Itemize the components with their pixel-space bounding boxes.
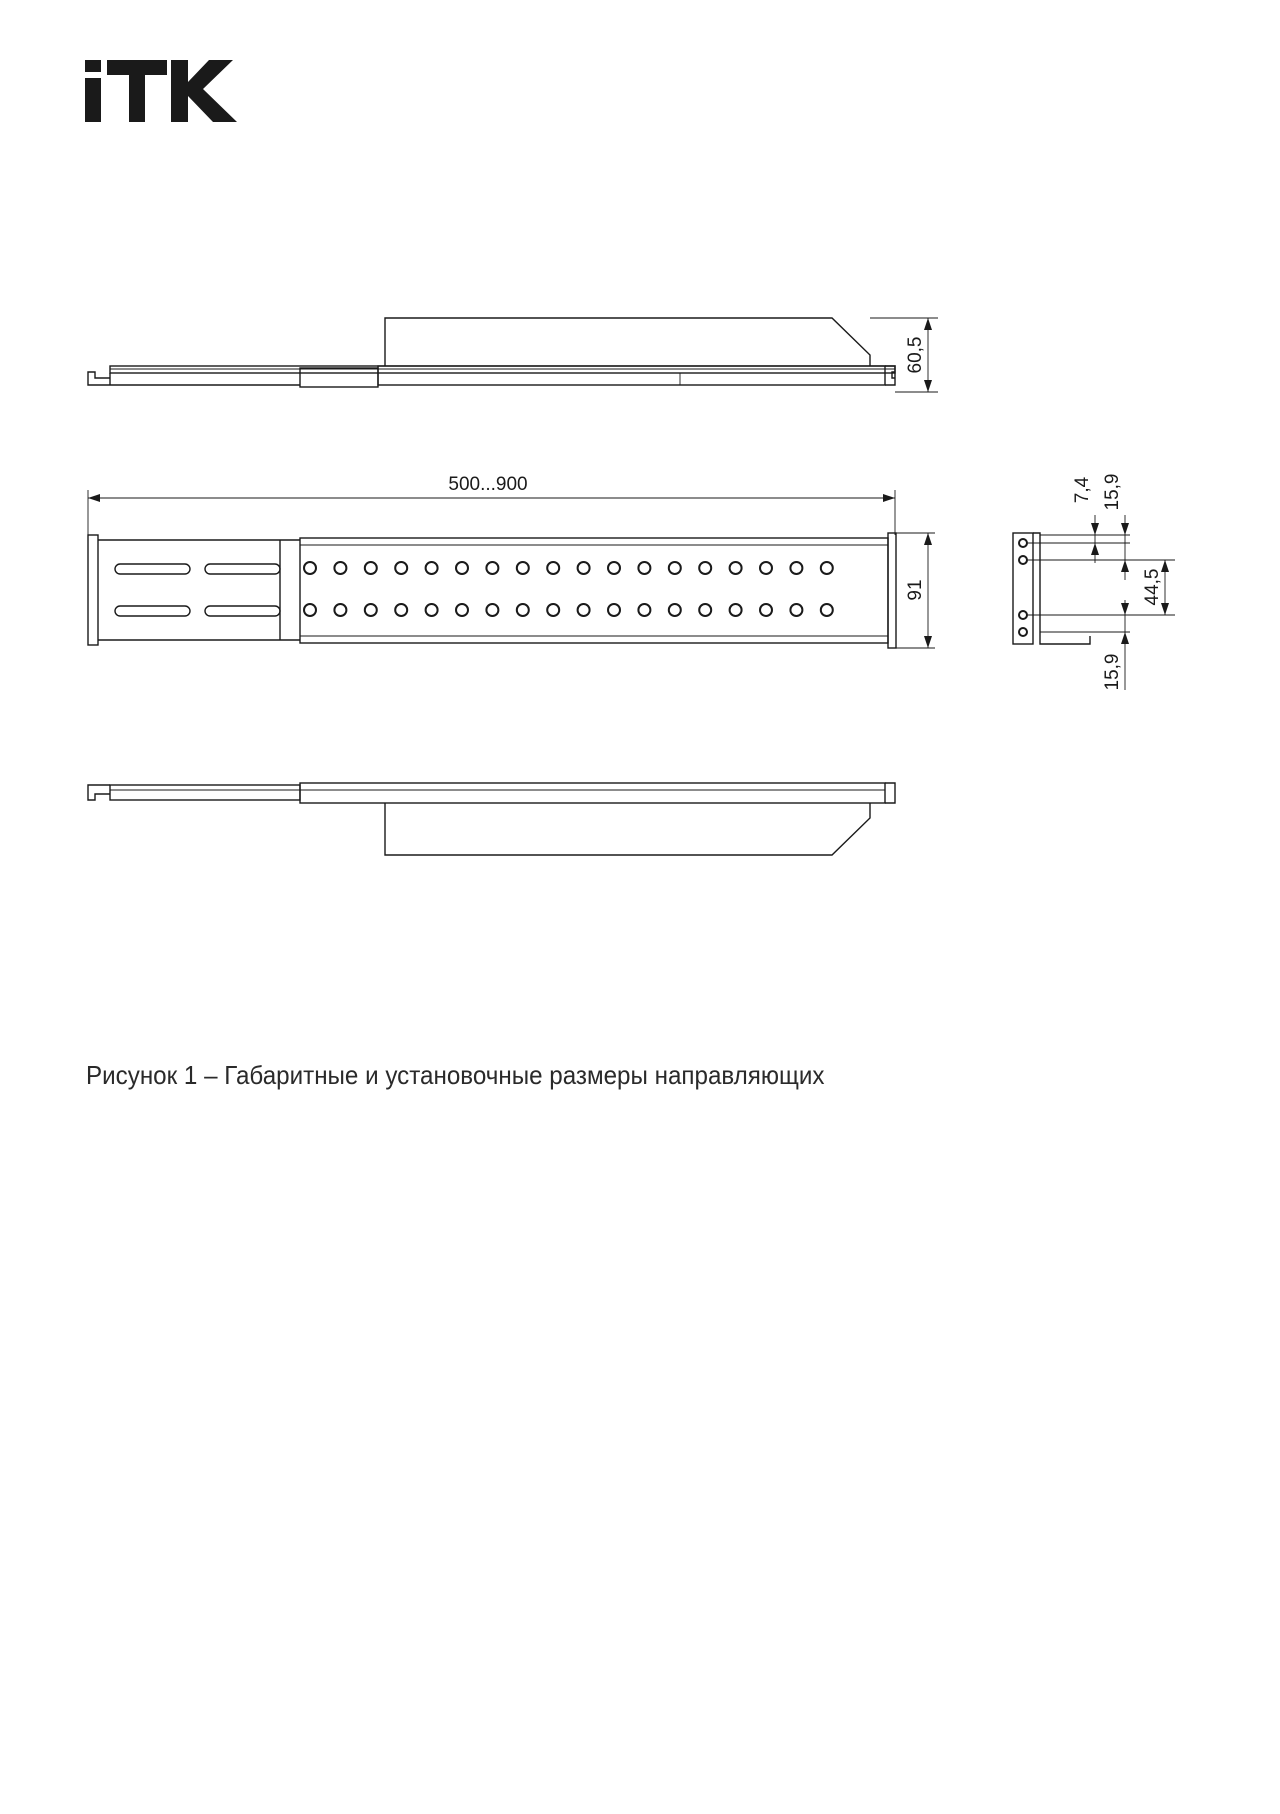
mounting-hole xyxy=(365,562,377,574)
mounting-hole xyxy=(486,562,498,574)
mounting-hole xyxy=(699,604,711,616)
mounting-hole xyxy=(486,604,498,616)
bracket-front-view xyxy=(1013,474,1175,691)
mounting-hole xyxy=(547,604,559,616)
mounting-hole xyxy=(730,562,742,574)
mounting-hole xyxy=(304,562,316,574)
mounting-hole xyxy=(790,562,802,574)
dim-height-side: 60,5 xyxy=(905,336,926,374)
mounting-hole xyxy=(638,604,650,616)
mounting-hole xyxy=(395,604,407,616)
mounting-hole xyxy=(456,562,468,574)
mounting-hole xyxy=(669,604,681,616)
bottom-side-view xyxy=(88,783,895,855)
dim-offset-top: 15,9 xyxy=(1102,473,1123,511)
dim-width: 91 xyxy=(905,579,926,601)
mounting-hole xyxy=(608,562,620,574)
mounting-hole xyxy=(699,562,711,574)
mounting-hole xyxy=(334,562,346,574)
plan-view xyxy=(88,533,935,648)
mounting-hole xyxy=(304,604,316,616)
mounting-hole xyxy=(365,604,377,616)
mounting-hole xyxy=(334,604,346,616)
mounting-hole xyxy=(608,604,620,616)
length-dimension xyxy=(88,474,895,535)
mounting-hole xyxy=(760,604,772,616)
dim-length: 500...900 xyxy=(448,474,528,495)
dim-unit-spacing: 44,5 xyxy=(1142,568,1163,606)
mounting-hole xyxy=(395,562,407,574)
mounting-hole xyxy=(426,604,438,616)
figure-caption: Рисунок 1 – Габаритные и установочные размеры направляющих xyxy=(86,1060,825,1090)
mounting-holes xyxy=(304,562,833,616)
mounting-hole xyxy=(578,562,590,574)
mounting-hole xyxy=(578,604,590,616)
mounting-hole xyxy=(638,562,650,574)
mounting-hole xyxy=(517,604,529,616)
mounting-hole xyxy=(669,562,681,574)
dim-offset-top-small: 7,4 xyxy=(1072,476,1093,504)
mounting-hole xyxy=(790,604,802,616)
dim-offset-bottom: 15,9 xyxy=(1102,653,1123,691)
mounting-hole xyxy=(821,604,833,616)
mounting-hole xyxy=(760,562,772,574)
mounting-hole xyxy=(517,562,529,574)
top-side-view xyxy=(88,318,938,392)
mounting-hole xyxy=(821,562,833,574)
mounting-hole xyxy=(456,604,468,616)
mounting-hole xyxy=(730,604,742,616)
mounting-hole xyxy=(547,562,559,574)
mounting-hole xyxy=(426,562,438,574)
